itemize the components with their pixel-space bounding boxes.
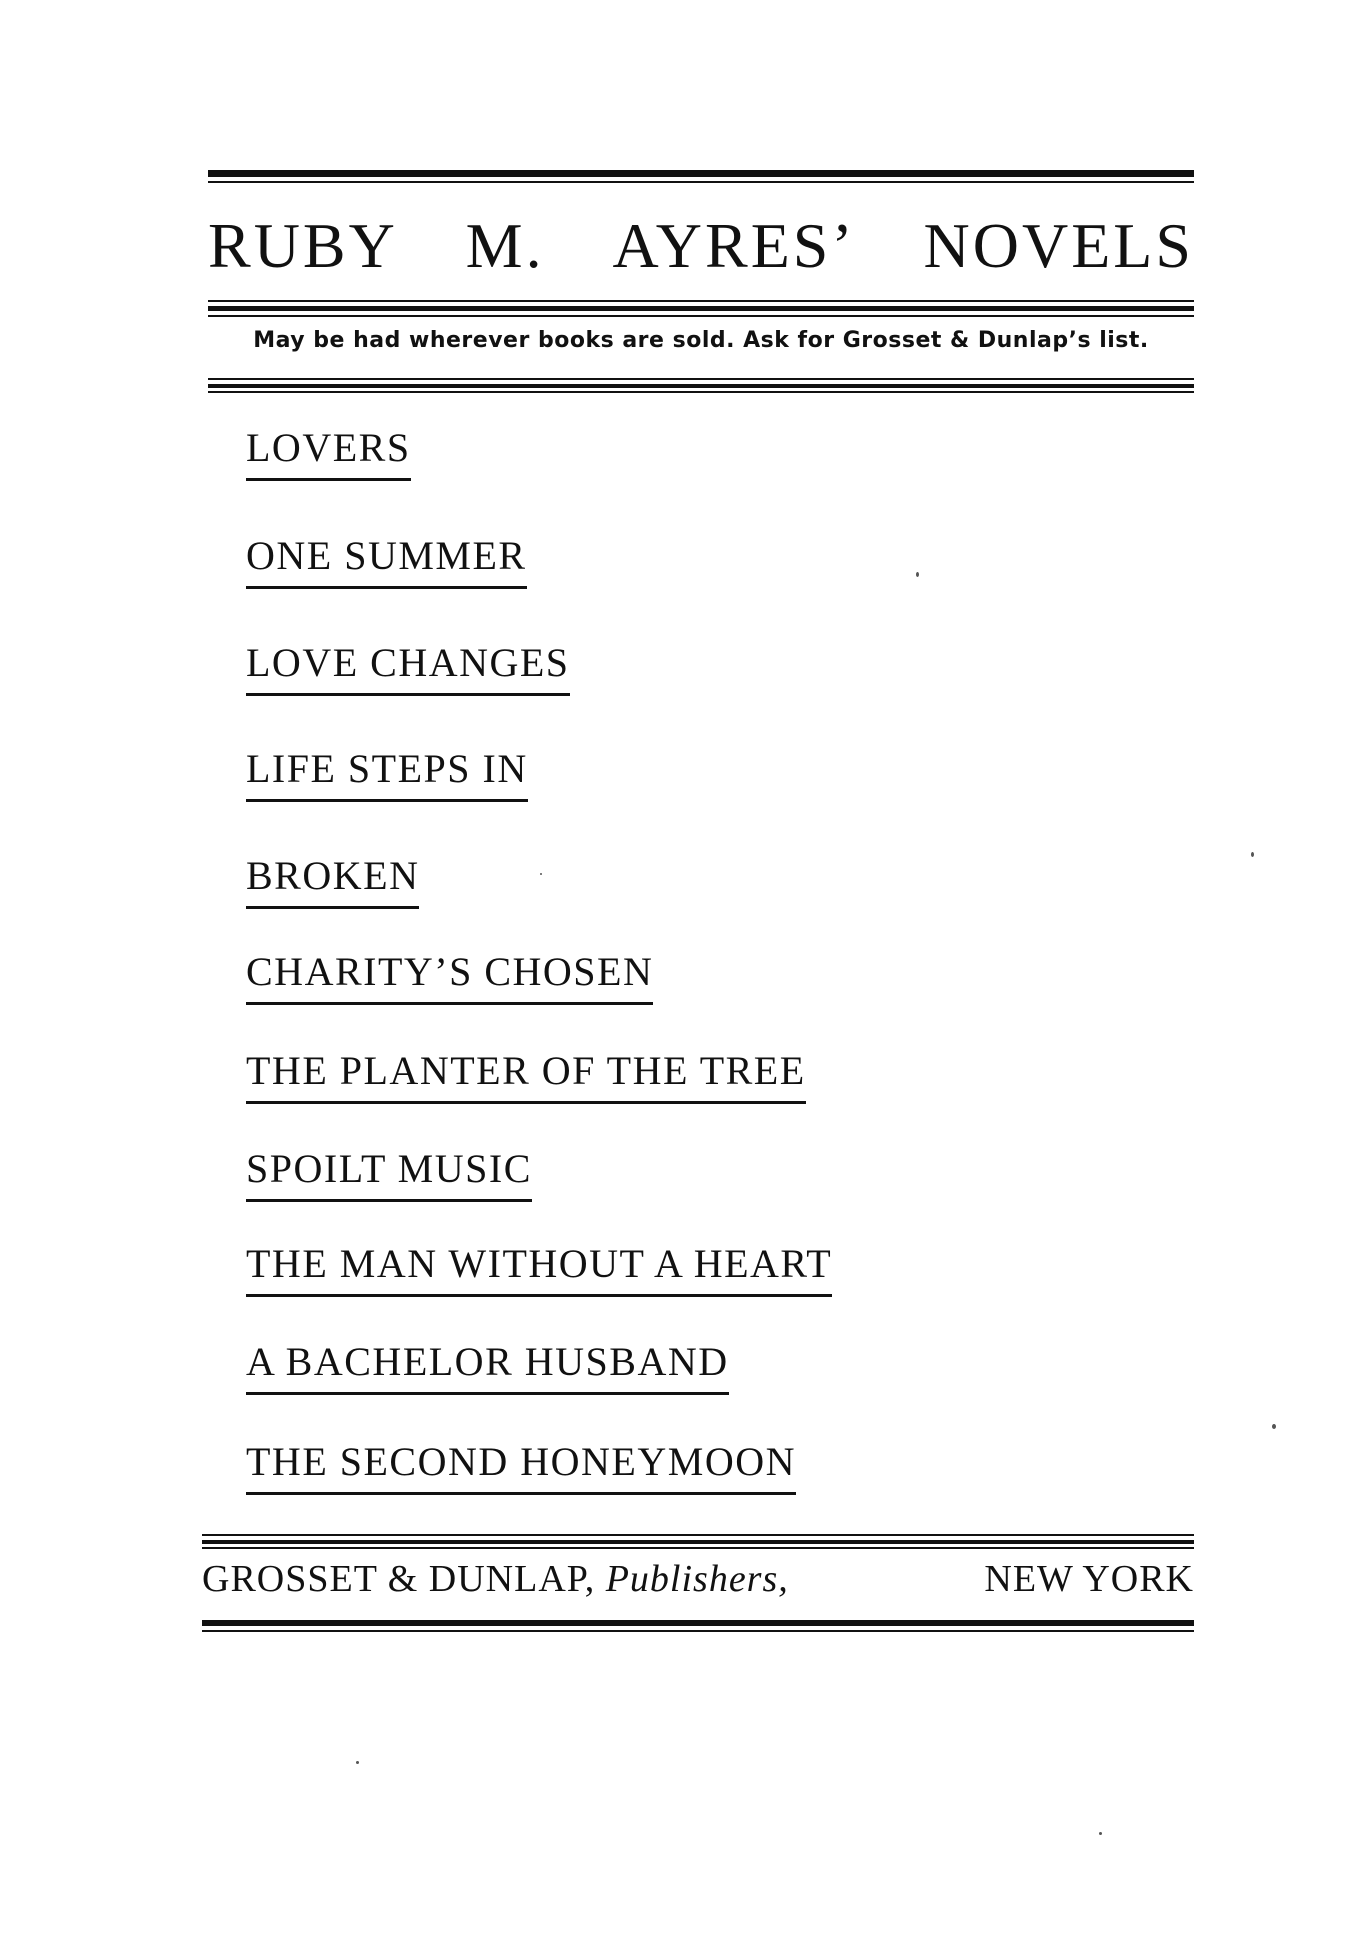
top-rule-thick	[208, 170, 1194, 177]
publisher-role: Publishers,	[605, 1558, 789, 1600]
subtitle-rule-thick	[208, 384, 1194, 388]
book-title: LOVE CHANGES	[246, 639, 570, 696]
bottom-rule-thick	[202, 1620, 1194, 1626]
imprint-left	[202, 1556, 789, 1602]
title-word: NOVELS	[923, 210, 1194, 281]
scan-speck	[356, 1761, 359, 1764]
bottom-rule-thin	[202, 1630, 1194, 1632]
book-title: CHARITY’S CHOSEN	[246, 948, 653, 1005]
subtitle-rule-thin	[208, 378, 1194, 380]
publisher-name: GROSSET & DUNLAP,	[202, 1558, 596, 1600]
publisher-imprint	[202, 1556, 1194, 1602]
title-rule-thin	[208, 300, 1194, 302]
page-title	[208, 208, 1194, 284]
book-title: ONE SUMMER	[246, 532, 527, 589]
book-title: LOVERS	[246, 424, 411, 481]
book-title: THE SECOND HONEYMOON	[246, 1438, 796, 1495]
title-word: RUBY	[208, 210, 398, 281]
imprint-rule-thick	[202, 1540, 1194, 1544]
imprint-rule-thin	[202, 1534, 1194, 1536]
book-title: BROKEN	[246, 852, 419, 909]
book-title: A BACHELOR HUSBAND	[246, 1338, 729, 1395]
title-rule-thin-lower	[208, 315, 1194, 317]
book-title: THE PLANTER OF THE TREE	[246, 1047, 806, 1104]
scan-speck	[540, 873, 542, 875]
scan-speck	[1272, 1424, 1276, 1429]
book-title: LIFE STEPS IN	[246, 745, 528, 802]
book-title: THE MAN WITHOUT A HEART	[246, 1240, 832, 1297]
scan-speck	[1251, 852, 1254, 857]
title-rule-thick	[208, 306, 1194, 311]
scan-speck	[916, 572, 919, 577]
scan-speck	[1099, 1832, 1102, 1835]
subtitle: May be had wherever books are sold. Ask for Grosset & Dunlap’s list.	[253, 328, 1149, 353]
top-rule-thin	[208, 181, 1194, 183]
title-word: AYRES’	[612, 210, 856, 281]
book-title: SPOILT MUSIC	[246, 1145, 532, 1202]
subtitle-rule-thin-lower	[208, 391, 1194, 393]
publisher-city: NEW YORK	[984, 1558, 1194, 1600]
title-word: M.	[465, 210, 545, 281]
imprint-rule-thin-lower	[202, 1547, 1194, 1549]
